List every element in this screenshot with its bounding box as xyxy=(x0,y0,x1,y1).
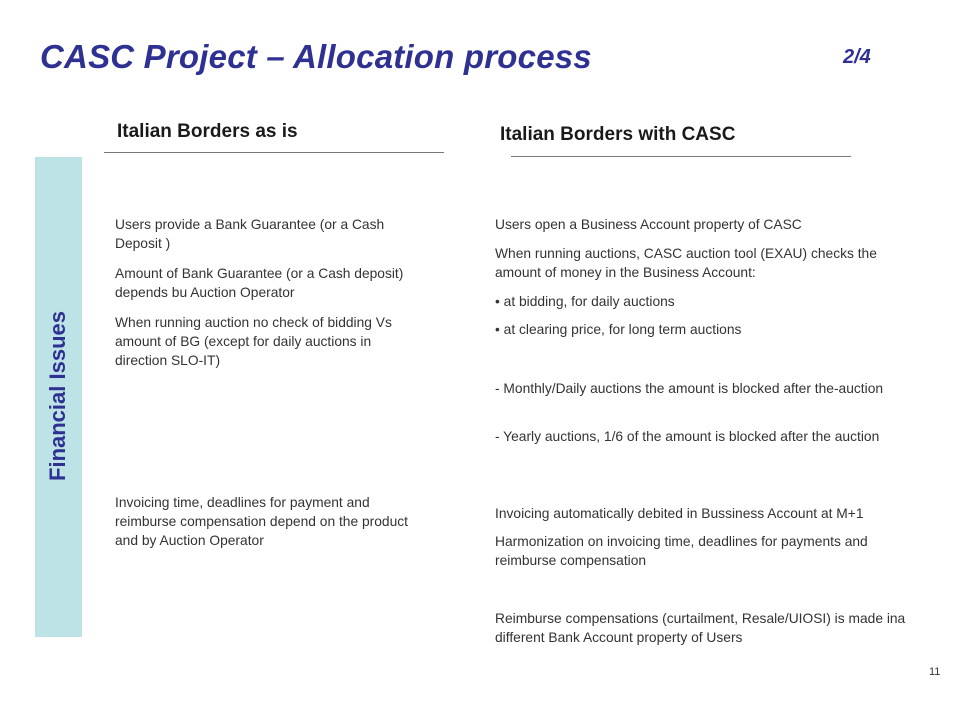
section-label: Financial Issues xyxy=(45,311,70,481)
left-paragraph-invoicing: Invoicing time, deadlines for payment and reimburse compensation depend on the product and by Auction Operator xyxy=(115,495,408,548)
right-bullet-bidding: • at bidding, for daily auctions xyxy=(495,294,675,309)
left-heading-rule xyxy=(104,152,444,153)
page-number: 11 xyxy=(929,666,941,678)
right-column-heading: Italian Borders with CASC xyxy=(500,124,736,145)
left-paragraph-bank-guarantee: Users provide a Bank Guarantee (or a Cash Deposit ) xyxy=(115,217,385,251)
slide-page-fraction: 2/4 xyxy=(843,46,871,68)
right-paragraph-business-account: Users open a Business Account property of CASC xyxy=(495,217,802,232)
left-column-heading: Italian Borders as is xyxy=(117,121,298,142)
right-dash-yearly: - Yearly auctions, 1/6 of the amount is blocked after the auction xyxy=(495,429,880,444)
left-paragraph-amount: Amount of Bank Guarantee (or a Cash deposit) depends bu Auction Operator xyxy=(115,266,404,300)
right-paragraph-reimburse: Reimburse compensations (curtailment, Resale/UIOSI) is made ina different Bank Account property of Users xyxy=(495,611,906,645)
right-paragraph-invoicing: Invoicing automatically debited in Bussiness Account at M+1 xyxy=(495,506,864,521)
right-dash-monthly-daily: - Monthly/Daily auctions the amount is blocked after the-auction xyxy=(495,381,884,396)
right-heading-rule xyxy=(511,156,851,157)
right-paragraph-exau-check: When running auctions, CASC auction tool (EXAU) checks the amount of money in the Business Account: xyxy=(495,246,877,280)
left-paragraph-no-check: When running auction no check of bidding Vs amount of BG (except for daily auctions in direction SLO-IT) xyxy=(115,315,392,368)
right-paragraph-harmonization: Harmonization on invoicing time, deadlines for payments and reimburse compensation xyxy=(495,534,868,568)
right-bullet-clearing: • at clearing price, for long term auctions xyxy=(495,322,742,337)
slide-title: CASC Project – Allocation process xyxy=(40,38,592,75)
